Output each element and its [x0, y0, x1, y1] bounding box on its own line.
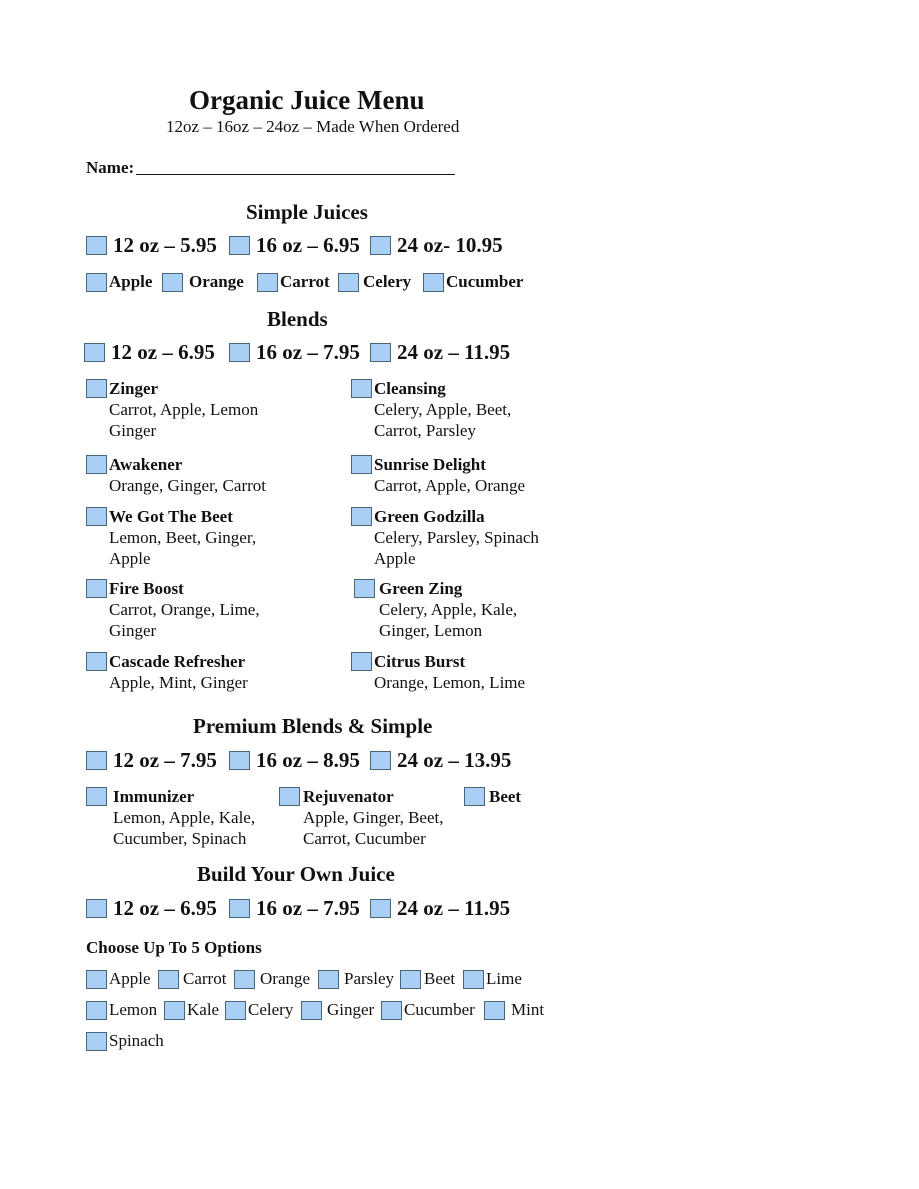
- checkbox[interactable]: [164, 1001, 185, 1020]
- blends-size-12oz[interactable]: [84, 340, 215, 365]
- option-label: Beet: [424, 969, 456, 988]
- build-option-cucumber[interactable]: [381, 1000, 475, 1020]
- build-size-24oz[interactable]: [370, 896, 510, 921]
- premium-size-24oz[interactable]: [370, 748, 511, 773]
- section-heading-simple-juices: Simple Juices: [246, 200, 368, 224]
- item-ingredients: Carrot, Apple, Lemon Ginger: [109, 400, 259, 440]
- simple-size-12oz[interactable]: [86, 233, 217, 258]
- build-size-12oz[interactable]: [86, 896, 217, 921]
- section-heading-build-your-own: Build Your Own Juice: [197, 862, 395, 886]
- option-label: Lime: [486, 969, 522, 988]
- simple-size-24oz[interactable]: [370, 233, 503, 258]
- simple-option-cucumber[interactable]: [423, 272, 523, 292]
- checkbox[interactable]: [86, 507, 107, 526]
- item-name: Fire Boost: [109, 579, 184, 598]
- item-ingredients: Celery, Apple, Beet, Carrot, Parsley: [374, 400, 512, 440]
- option-label: Carrot: [183, 969, 227, 988]
- build-option-beet[interactable]: [400, 969, 455, 989]
- checkbox[interactable]: [86, 273, 107, 292]
- item-name: Cleansing: [374, 379, 446, 398]
- item-ingredients: Celery, Parsley, Spinach Apple: [374, 528, 539, 568]
- item-name: Green Zing: [379, 579, 463, 598]
- build-option-ginger[interactable]: [301, 1000, 374, 1020]
- option-label: Apple: [109, 272, 153, 291]
- checkbox[interactable]: [257, 273, 278, 292]
- checkbox[interactable]: [229, 236, 250, 255]
- option-label: Orange: [189, 272, 244, 291]
- checkbox[interactable]: [381, 1001, 402, 1020]
- checkbox[interactable]: [484, 1001, 505, 1020]
- checkbox[interactable]: [351, 507, 372, 526]
- option-label: Mint: [511, 1000, 545, 1019]
- menu-subtitle: 12oz – 16oz – 24oz – Made When Ordered: [166, 117, 460, 136]
- blend-item-green-zing[interactable]: [354, 578, 517, 641]
- menu-title: Organic Juice Menu: [189, 85, 425, 115]
- size-label: 16 oz – 7.95: [256, 896, 360, 920]
- item-name: Awakener: [109, 455, 183, 474]
- option-label: Carrot: [280, 272, 330, 291]
- checkbox[interactable]: [464, 787, 485, 806]
- blend-item-sunrise-delight[interactable]: [351, 454, 525, 496]
- premium-item-beet[interactable]: [464, 786, 521, 807]
- checkbox[interactable]: [86, 652, 107, 671]
- item-name: Citrus Burst: [374, 652, 466, 671]
- checkbox[interactable]: [338, 273, 359, 292]
- checkbox[interactable]: [86, 899, 107, 918]
- blend-item-cascade-refresher[interactable]: [86, 651, 248, 693]
- choose-options-label: Choose Up To 5 Options: [86, 938, 262, 957]
- checkbox[interactable]: [423, 273, 444, 292]
- section-heading-blends: Blends: [267, 307, 328, 331]
- item-name: Green Godzilla: [374, 507, 485, 526]
- checkbox[interactable]: [225, 1001, 246, 1020]
- size-label: 12 oz – 7.95: [113, 748, 217, 772]
- checkbox[interactable]: [86, 970, 107, 989]
- checkbox[interactable]: [370, 343, 391, 362]
- blend-item-cleansing[interactable]: [351, 378, 511, 441]
- option-label: Cucumber: [404, 1000, 475, 1019]
- size-label: 16 oz – 6.95: [256, 233, 360, 257]
- checkbox[interactable]: [351, 379, 372, 398]
- size-label: 24 oz- 10.95: [397, 233, 503, 257]
- blend-item-green-godzilla[interactable]: [351, 506, 539, 569]
- option-label: Celery: [248, 1000, 294, 1019]
- name-label: Name:: [86, 158, 135, 177]
- checkbox[interactable]: [318, 970, 339, 989]
- build-option-orange[interactable]: [234, 969, 310, 989]
- checkbox[interactable]: [86, 1001, 107, 1020]
- premium-item-rejuvenator[interactable]: [279, 786, 443, 849]
- checkbox[interactable]: [463, 970, 484, 989]
- item-ingredients: Carrot, Orange, Lime, Ginger: [109, 600, 260, 640]
- checkbox[interactable]: [229, 343, 250, 362]
- item-name: Cascade Refresher: [109, 652, 246, 671]
- build-option-kale[interactable]: [164, 1000, 219, 1020]
- section-heading-premium: Premium Blends & Simple: [193, 714, 433, 738]
- checkbox[interactable]: [351, 652, 372, 671]
- size-label: 12 oz – 6.95: [113, 896, 217, 920]
- checkbox[interactable]: [158, 970, 179, 989]
- simple-option-celery[interactable]: [338, 272, 411, 292]
- option-label: Parsley: [344, 969, 395, 988]
- option-label: Apple: [109, 969, 151, 988]
- option-label: Cucumber: [446, 272, 524, 291]
- simple-option-carrot[interactable]: [257, 272, 330, 292]
- blend-item-awakener[interactable]: [86, 454, 266, 496]
- size-label: 24 oz – 11.95: [397, 896, 511, 920]
- checkbox[interactable]: [301, 1001, 322, 1020]
- checkbox[interactable]: [86, 751, 107, 770]
- item-ingredients: Carrot, Apple, Orange: [374, 476, 526, 495]
- checkbox[interactable]: [370, 751, 391, 770]
- simple-size-16oz[interactable]: [229, 233, 360, 258]
- item-ingredients: Apple, Mint, Ginger: [109, 673, 248, 692]
- build-option-celery[interactable]: [225, 1000, 293, 1020]
- checkbox[interactable]: [229, 899, 250, 918]
- size-label: 24 oz – 11.95: [397, 340, 511, 364]
- checkbox[interactable]: [234, 970, 255, 989]
- option-label: Ginger: [327, 1000, 375, 1019]
- checkbox[interactable]: [279, 787, 300, 806]
- item-ingredients: Lemon, Apple, Kale, Cucumber, Spinach: [113, 808, 256, 848]
- item-name: Sunrise Delight: [374, 455, 486, 474]
- item-name: Immunizer: [113, 787, 195, 806]
- premium-size-16oz[interactable]: [229, 748, 360, 773]
- build-size-16oz[interactable]: [229, 896, 360, 921]
- build-option-carrot[interactable]: [158, 969, 226, 989]
- size-label: 16 oz – 8.95: [256, 748, 360, 772]
- build-option-spinach[interactable]: [86, 1031, 164, 1051]
- simple-option-apple[interactable]: [86, 272, 152, 292]
- checkbox[interactable]: [354, 579, 375, 598]
- blends-size-24oz[interactable]: [370, 340, 510, 365]
- option-label: Kale: [187, 1000, 220, 1019]
- blend-item-citrus-burst[interactable]: [351, 651, 525, 693]
- item-ingredients: Celery, Apple, Kale, Ginger, Lemon: [379, 600, 518, 640]
- size-label: 12 oz – 5.95: [113, 233, 217, 257]
- build-option-mint[interactable]: [484, 1000, 544, 1020]
- checkbox[interactable]: [162, 273, 183, 292]
- blend-item-fire-boost[interactable]: [86, 578, 260, 641]
- checkbox[interactable]: [86, 236, 107, 255]
- premium-item-immunizer[interactable]: [86, 786, 255, 849]
- checkbox[interactable]: [86, 455, 107, 474]
- checkbox[interactable]: [351, 455, 372, 474]
- size-label: 12 oz – 6.95: [111, 340, 215, 364]
- checkbox[interactable]: [86, 379, 107, 398]
- checkbox[interactable]: [84, 343, 105, 362]
- checkbox[interactable]: [400, 970, 421, 989]
- name-field-line[interactable]: [136, 174, 455, 175]
- option-label: Spinach: [109, 1031, 164, 1050]
- simple-option-orange[interactable]: [162, 272, 244, 292]
- item-name: Zinger: [109, 379, 159, 398]
- item-ingredients: Orange, Lemon, Lime: [374, 673, 526, 692]
- blends-size-16oz[interactable]: [229, 340, 360, 365]
- size-label: 16 oz – 7.95: [256, 340, 360, 364]
- size-label: 24 oz – 13.95: [397, 748, 512, 772]
- item-name: Rejuvenator: [303, 787, 394, 806]
- blend-item-we-got-the-beet[interactable]: [86, 506, 256, 569]
- build-option-apple[interactable]: [86, 969, 151, 989]
- checkbox[interactable]: [86, 1032, 107, 1051]
- item-ingredients: Lemon, Beet, Ginger, Apple: [109, 528, 257, 568]
- item-ingredients: Apple, Ginger, Beet, Carrot, Cucumber: [303, 808, 444, 848]
- option-label: Lemon: [109, 1000, 158, 1019]
- checkbox[interactable]: [86, 787, 107, 806]
- blend-item-zinger[interactable]: [86, 378, 258, 441]
- premium-size-12oz[interactable]: [86, 748, 217, 773]
- item-ingredients: Orange, Ginger, Carrot: [109, 476, 266, 495]
- build-option-lime[interactable]: [463, 969, 522, 989]
- checkbox[interactable]: [370, 899, 391, 918]
- checkbox[interactable]: [86, 579, 107, 598]
- option-label: Orange: [260, 969, 311, 988]
- option-label: Celery: [363, 272, 412, 291]
- item-name: We Got The Beet: [109, 507, 233, 526]
- item-name: Beet: [489, 787, 522, 806]
- build-option-lemon[interactable]: [86, 1000, 157, 1020]
- checkbox[interactable]: [370, 236, 391, 255]
- build-option-parsley[interactable]: [318, 969, 394, 989]
- checkbox[interactable]: [229, 751, 250, 770]
